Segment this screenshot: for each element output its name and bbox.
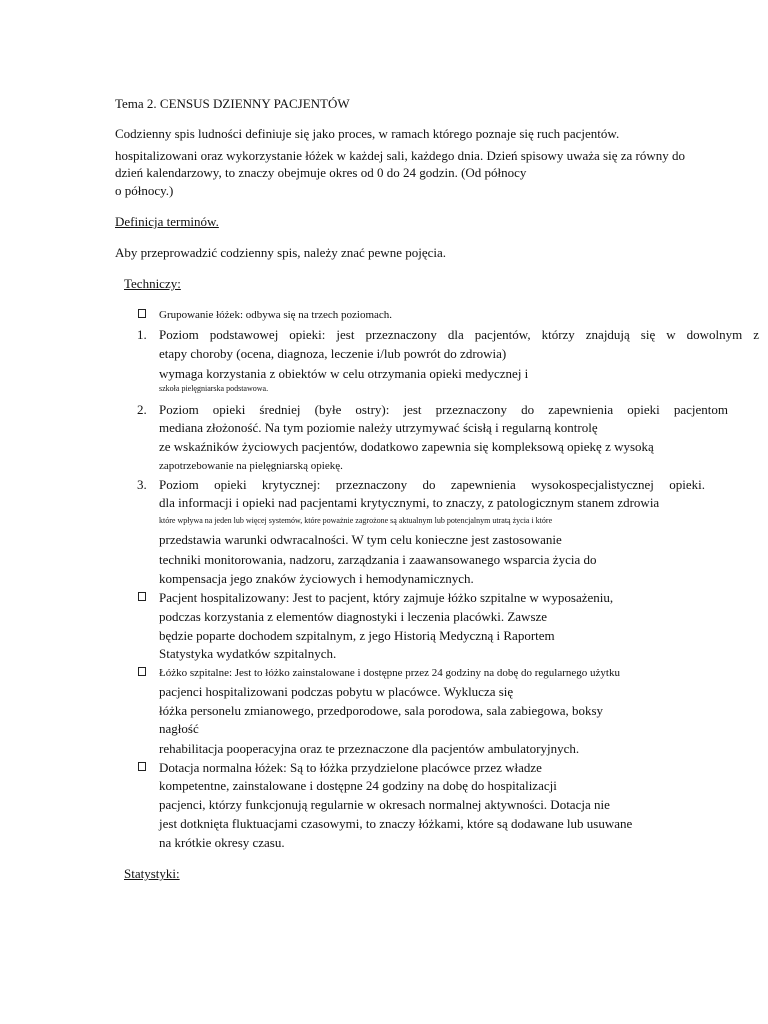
level-1-line-1: Poziom podstawowej opieki: jest przeznaczony dla pacjentów, którzy znajdują się w dowolnym z [159, 327, 759, 342]
intro-line-3: dzień kalendarzowy, to znaczy obejmuje okres od 0 do 24 godzin. (Od północy [115, 165, 527, 180]
bullet-grouping: Grupowanie łóżek: odbywa się na trzech poziomach. [159, 309, 393, 321]
level-2-line-3: ze wskaźników życiowych pacjentów, dodatkowo zapewnia się kompleksową opiekę z wysoką [159, 439, 654, 454]
level-2-line-2: mediana złożoność. Na tym poziomie należy utrzymywać ścisłą i regularną kontrolę [159, 420, 598, 435]
intro-line-4: o północy.) [115, 183, 174, 198]
bed-line-2: pacjenci hospitalizowani podczas pobytu w placówce. Wyklucza się [159, 684, 514, 699]
level-3-line-5: techniki monitorowania, nadzoru, zarządzania i zaawansowanego wsparcia życia do [159, 552, 597, 567]
level-1-line-2: etapy choroby (ocena, diagnoza, leczenie i/lub powrót do zdrowia) [159, 346, 507, 361]
allocation-line-1: Dotacja normalna łóżek: Są to łóżka przydzielone placówce przez władze [159, 760, 542, 775]
statistics-heading: Statystyki: [124, 866, 180, 881]
bullet-marker-icon [138, 309, 146, 318]
level-3-line-3: które wpływa na jeden lub więcej systemów, które poważnie zagrożone są aktualnym lub potencjalnym utratą życia i które [159, 516, 553, 525]
level-3-line-2: dla informacji i opieki nad pacjentami krytycznymi, to znaczy, z patologicznym stanem zdrowia [159, 495, 660, 510]
bed-line-4: nagłość [159, 721, 199, 736]
patient-line-2: podczas korzystania z elementów diagnostyki i leczenia placówki. Zawsze [159, 609, 548, 624]
intro-line-2: hospitalizowani oraz wykorzystanie łóżek w każdej sali, każdego dnia. Dzień spisowy uważa się za równy do [115, 148, 686, 163]
list-number: 3. [137, 477, 147, 492]
patient-line-4: Statystyka wydatków szpitalnych. [159, 646, 337, 661]
level-3-line-1: Poziom opieki krytycznej: przeznaczony do zapewnienia wysokospecjalistycznej opieki. [159, 477, 705, 492]
bullet-marker-icon [138, 667, 146, 676]
patient-line-1: Pacjent hospitalizowany: Jest to pacjent, który zajmuje łóżko szpitalne w wyposażeniu, [159, 590, 614, 605]
level-2-line-4: zapotrzebowanie na pielęgniarską opiekę. [159, 460, 343, 472]
technical-heading: Techniczy: [124, 276, 181, 291]
allocation-line-3: pacjenci, którzy funkcjonują regularnie w okresach normalnej aktywności. Dotacja nie [159, 797, 610, 812]
allocation-line-4: jest dotknięta fluktuacjami czasowymi, to znaczy łóżkami, które są dodawane lub usuwane [159, 816, 633, 831]
level-3-line-6: kompensacja jego znaków życiowych i hemodynamicznych. [159, 571, 474, 586]
level-1-line-4: szkoła pielęgniarska podstawowa. [159, 384, 269, 393]
page-title: Tema 2. CENSUS DZIENNY PACJENTÓW [115, 96, 350, 111]
definitions-intro: Aby przeprowadzić codzienny spis, należy znać pewne pojęcia. [115, 245, 446, 260]
level-3-line-4: przedstawia warunki odwracalności. W tym celu konieczne jest zastosowanie [159, 532, 562, 547]
level-1-line-3: wymaga korzystania z obiektów w celu otrzymania opieki medycznej i [159, 366, 529, 381]
level-2-line-1: Poziom opieki średniej (byłe ostry): jest przeznaczony do zapewnienia opieki pacjentom [159, 402, 728, 417]
allocation-line-2: kompetentne, zainstalowane i dostępne 24 godziny na dobę do hospitalizacji [159, 778, 557, 793]
bed-line-1: Łóżko szpitalne: Jest to łóżko zainstalowane i dostępne przez 24 godziny na dobę do regularnego użytku [159, 667, 620, 679]
definitions-heading: Definicja terminów. [115, 214, 219, 229]
bed-line-5: rehabilitacja pooperacyjna oraz te przeznaczone dla pacjentów ambulatoryjnych. [159, 741, 580, 756]
bed-line-3: łóżka personelu zmianowego, przedporodowe, sala porodowa, sala zabiegowa, boksy [159, 703, 604, 718]
patient-line-3: będzie poparte dochodem szpitalnym, z jego Historią Medyczną i Raportem [159, 628, 555, 643]
list-number: 1. [137, 327, 147, 342]
allocation-line-5: na krótkie okresy czasu. [159, 835, 285, 850]
bullet-marker-icon [138, 592, 146, 601]
intro-line-1: Codzienny spis ludności definiuje się jako proces, w ramach którego poznaje się ruch pacjentów. [115, 126, 620, 141]
bullet-marker-icon [138, 762, 146, 771]
list-number: 2. [137, 402, 147, 417]
